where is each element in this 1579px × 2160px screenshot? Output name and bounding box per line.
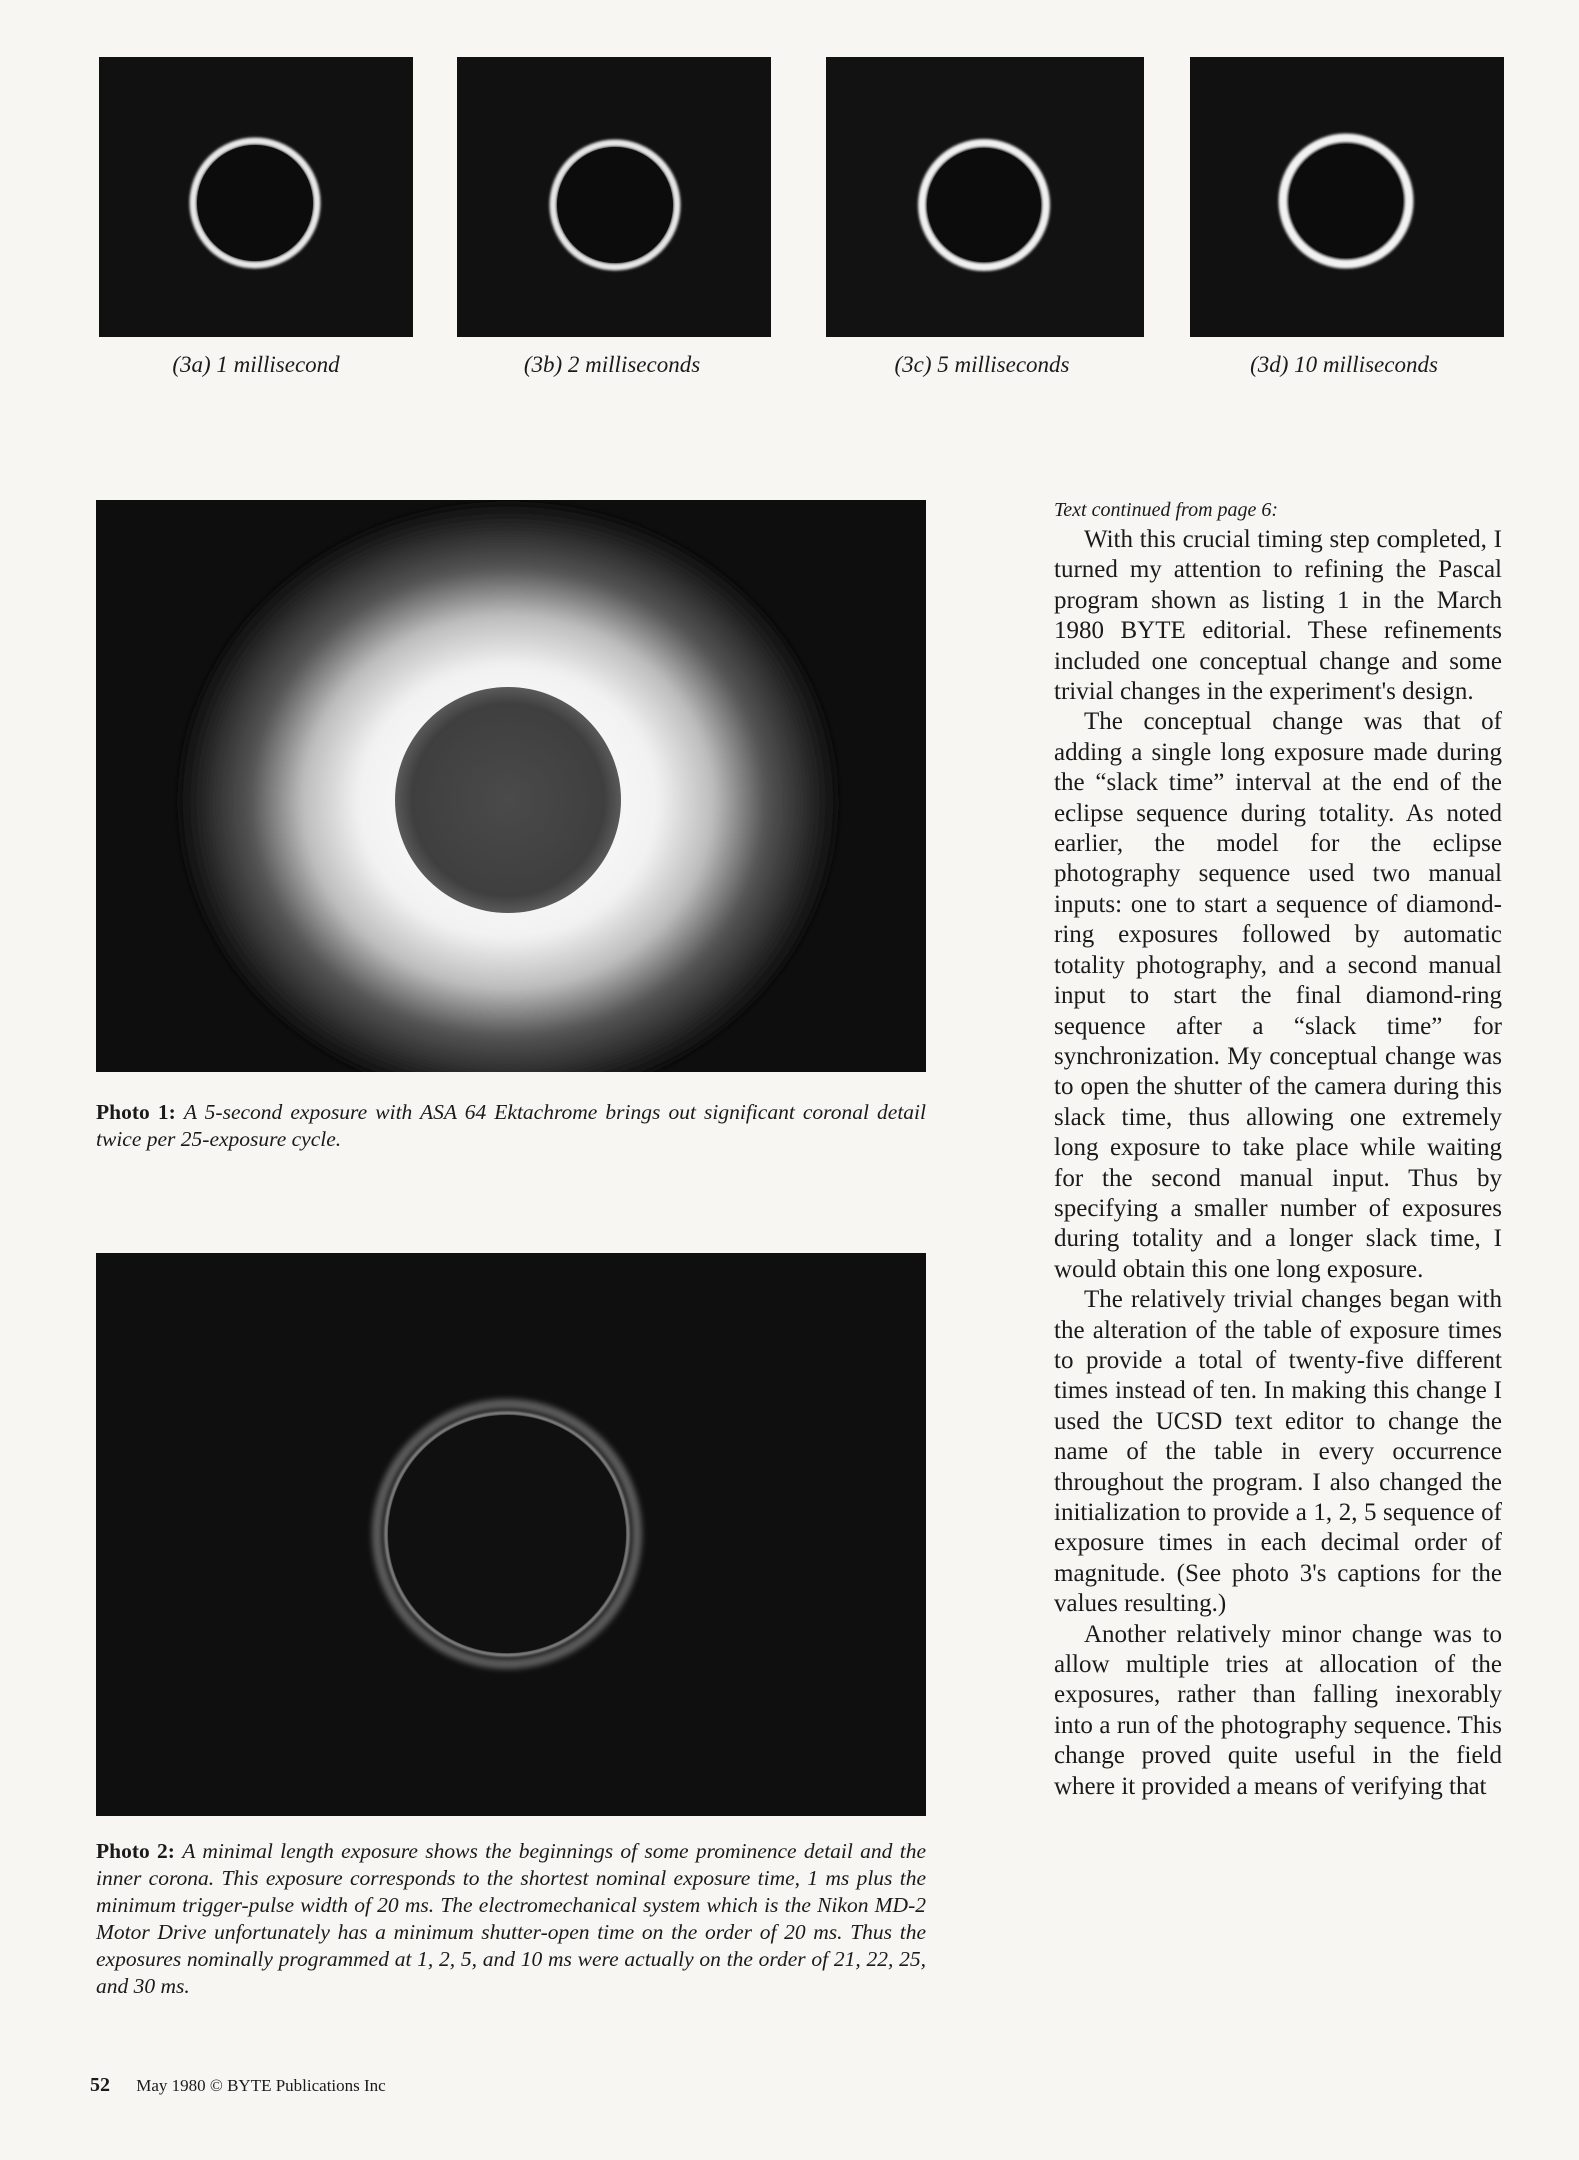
caption-3b: (3b) 2 milliseconds [523, 352, 701, 377]
caption-3d: (3d) 10 milliseconds [1250, 352, 1438, 377]
photo-1-label: Photo 1: [96, 1100, 176, 1124]
continued-note: Text continued from page 6: [1054, 499, 1279, 521]
article-paragraph: Another relatively minor change was to allow multiple tries at allocation of the exposures, rather than falling inexorably into a run of the photography sequence. This change proved quite useful in the field where it provided a means of verifying that [1054, 1620, 1502, 1800]
caption-3c: (3c) 5 milliseconds [894, 352, 1070, 377]
photo-2 [96, 1253, 926, 1816]
article-paragraph: The conceptual change was that of adding a single long exposure made during the “slack time” interval at the end of the eclipse sequence during totality. As noted earlier, the model for the eclipse photography sequence used two manual inputs: one to start a sequence of diamond-ring exposures followed by automatic totality photography, and a second manual input to start the final diamond-ring sequence after a “slack time” for synchronization. My conceptual change was to open the shutter of the camera during this slack time, thus allowing one extremely long exposure to take place while waiting for the second manual input. Thus by specifying a smaller number of exposures during totality and a longer slack time, I would obtain this one long exposure. [1054, 708, 1502, 1283]
article-paragraph: The relatively trivial changes began with the alteration of the table of exposure times to provide a total of twenty-five different times instead of ten. In making this change I used the UCSD text editor to change the name of the table in every occurrence throughout the program. I also changed the initialization to provide a 1, 2, 5 sequence of exposure times in each decimal order of magnitude. (See photo 3's captions for the values resulting.) [1054, 1286, 1502, 1618]
photo-3c [826, 57, 1144, 337]
photo-2-caption [96, 1838, 926, 2000]
photo-1-caption [96, 1099, 926, 1153]
photo-2-label: Photo 2: [96, 1839, 175, 1863]
photo-3a [99, 57, 413, 337]
photo-1-caption-text: A 5-second exposure with ASA 64 Ektachrome brings out significant coronal detail twice per 25-exposure cycle. [96, 1100, 926, 1151]
article-paragraph: With this crucial timing step completed, I turned my attention to refining the Pascal program shown as listing 1 in the March 1980 BYTE editorial. These refinements included one conceptual change and some trivial changes in the experiment's design. [1054, 526, 1502, 706]
photo-1 [96, 500, 926, 1072]
photo-3b [457, 57, 771, 337]
caption-3a: (3a) 1 millisecond [172, 352, 340, 377]
page-footer [90, 2074, 386, 2097]
article-column [1054, 497, 1502, 1802]
photo-3d [1190, 57, 1504, 337]
footer-text: May 1980 © BYTE Publications Inc [136, 2076, 386, 2095]
photo-2-caption-text: A minimal length exposure shows the beginnings of some prominence detail and the inner corona. This exposure corresponds to the shortest nominal exposure time, 1 ms plus the minimum trigger-pulse width of 20 ms. The electromechanical system which is the Nikon MD-2 Motor Drive unfortunately has a minimum shutter-open time on the order of 20 ms. Thus the exposures nominally programmed at 1, 2, 5, and 10 ms were actually on the order of 21, 22, 25, and 30 ms. [96, 1839, 926, 1998]
page-number: 52 [90, 2074, 110, 2096]
